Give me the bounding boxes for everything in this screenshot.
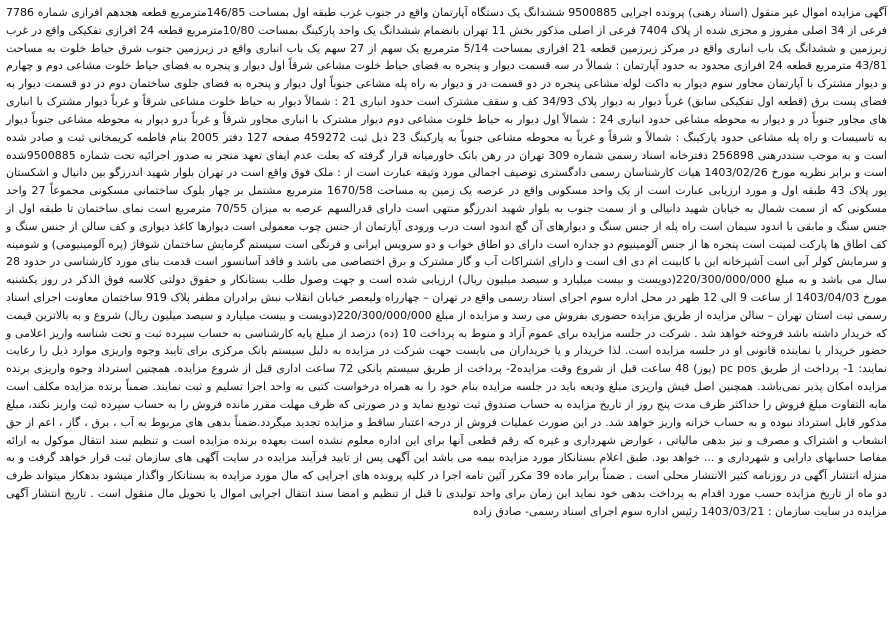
auction-notice-text: آگهی مزایده اموال غیر منقول (اسناد رهنی) پرونده اجرایی 9500885 ششدانگ یک دستگاه آپارتمان واقع در جنوب غرب طبقه اول بمساحت 146/85مترمربع قطعه هجدهم افرازی شماره 7786 فرعی از 34 اصلی مفروز و مجزی شده از پلاک 7404 فرعی از اصلی مذکور بخش 11 تهران بانضمام ششدانگ یک واحد پارکینگ بمساحت 10/80مترمربع قطعه 24 افرازی تفکیکی واقع در غرب زیرزمین و ششدانگ یک باب انباری واقع در مرکز زیرزمین قطعه 21 افرازی بمساحت 5/14 مترمربع یک سهم از 27 سهم یک باب انباری واقع در زیرزمین جنوب شرق حیاط خلوت به مساحت 43/81 مترمربع قطعه 24 افرازی محدود به حدود آپارتمان : شمالاً در سه قسمت دیوار و پنجره به فضای حیاط خلوت مشاعی شرقاً اول دیوار و پنجره به فضای حیاط خلوت مشاعی دوم و چهارم و دیوار مشترک با آپارتمان مجاور سوم دیوار به داکت لوله مشاعی پنجره در دو قسمت در و دیوار به راه پله مشاعی جنوباً اول دیوار و پنجره به فضای جلوی ساختمان دوم در دو قسمت دیوار به فضای پست برق (قطعه اول تفکیکی سابق) غرباً دیوار به دیوار پلاک 34/93 کف و سقف مشترک است حدود انباری 21 : شمالاً دیوار به حیاط خلوت مشاعی شرقاً و غرباً دیوار مشترک با انباری های مجاور جنوباً در و دیوار به محوطه مشاعی حدود انباری 24 : شمالاً اول دیوار به حیاط خلوت مشاعی دوم دیوار مشترک با انباری مجاور شرقاً و غرباً درو دیوار به محوطه مشاعی جنوباً دیوار به تاسیسات و راه پله مشاعی حدود پارکینگ : شمالاً و شرقاً و غرباً به محوطه مشاعی جنوباً به پارکینگ 23 ذیل ثبت 459272 صفحه 127 دفتر 2005 بنام فاطمه کریمخانی ثبت و صادر شده است و به موجب سنددرهنی 256898 دفترخانه اسناد رسمی شماره 309 تهران در رهن بانک خاورمیانه قرار گرفته که بعلت عدم ایفای تعهد منجر به صدور اجرائیه تحت شماره 9500885شده است و برابر نظریه مورخ 1403/02/26 هیات کارشناسان رسمی دادگستری توصیف اجمالی مورد وثیقه عبارت است از : ملک فوق واقع است در تهران بلوار شهید اندرزگو بین دانیال و اشکستان پور پلاک 43 طبقه اول و مورد ارزیابی عبارت است از یک واحد مسکونی واقع در عرصه یک زمین به مساحت 1670/58 مترمربع مشتمل بر چهار بلوک ساختمانی مسکونی مجموعاً 27 واحد مسکونی که از سمت شمال به خیابان شهید دانیالی و از سمت جنوب به بلوار شهید اندرزگو منتهی است دارای قدرالسهم عرصه به میزان 70/55 مترمربع است نمای ساختمان تا طبقه اول از جنس سنگ و مابقی با اندود سیمان است راه پله از جنس سنگ و دیوارهای آن گچ اندود است درب ورودی آپارتمان از جنس چوب معمولی است دیوارها کاغذ دیواری و کف سالن از جنس سنگ و کف اطاق ها پارکت لمینت است پنجره ها از جنس آلومینیوم دو جداره است دارای دو اطاق خواب و دو سرویس ایرانی و فرنگی است سیستم گرمایش ساختمان شوفاژ (پره آلومینیومی) و شومینه و سرمایش کولر آبی است آشپزخانه این با کابینت ام دی اف است و دارای اشتراکات آب و گاز مشترک و برق اختصاصی می باشد و فاقد آسانسور است قدمت بنای مورد کارشناسی در حدود 28 سال می باشد و به مبلغ 220/300/000/000(دویست و بیست میلیارد و سیصد میلیون ریال) ارزیابی شده است و جهت وصول طلب بستانکار و حقوق دولتی کلاسه فوق الذکر در روز یکشنبه مورخ 1403/04/03 از ساعت 9 الی 12 ظهر در محل اداره سوم اجرای اسناد رسمی واقع در تهران – چهارراه ولیعصر خیابان انقلاب نبش برادران مظفر پلاک 919 ساختمان معاونت اجرای اسناد رسمی ثبت استان تهران – سالن مزایده از طریق مزایده حضوری بفروش می رسد و مزایده از مبلغ 220/300/000/000(دویست و بیست میلیارد و سیصد میلیون ریال) شروع و به بالاترین قیمت که خریدار داشته باشد فروخته خواهد شد . شرکت در جلسه مزایده برای عموم آزاد و منوط به پرداخت 10 (ده) درصد از مبلغ پایه کارشناسی به حساب سپرده ثبت و تحت شناسه واریز اعلامی و حضور خریدار یا نماینده قانونی او در جلسه مزایده است. لذا خریدار و یا خریداران می بایست جهت شرکت در مزایده به دلیل سیستم بانک مرکزی برای تایید وجوه واریزی موارد ذیل را رعایت نمایند: 1- پرداخت از طریق pc pos (پوز) 48 ساعت قبل از شروع وقت مزایده2- پرداخت از طریق سیستم بانکی 72 ساعت اداری قبل از شروع مزایده. همچنین استرداد وجوه واریزی برنده مزایده امکان پذیر نمی‌باشد. همچنین اصل فیش واریزی مبلغ ودیعه باید در جلسه مزایده بنام خود را به همراه درخواست کتبی به واحد اجرا تسلیم و ثبت نمایند. ضمناً برنده مزایده مکلف است مابه التفاوت مبلغ فروش را حداکثر ظرف مدت پنج روز از تاریخ مزایده به حساب صندوق ثبت تودیع نماید و در صورتی که ظرف مهلت مقرر مانده فروش را به حساب سپرده ثبت واریز نکند، مبلغ مذکور قابل استرداد نبوده و به حساب خزانه واریز خواهد شد. در این صورت عملیات فروش از درجه اعتبار ساقط و مزایده تجدید میگردد.ضمناً بدهی های مربوط به آب ، برق ، گاز ، اعم از حق انشعاب و اشتراک و مصرف و نیز بدهی مالیاتی ، عوارض شهرداری و غیره که رقم قطعی آنها برای این اداره معلوم نشده است بعهده برنده مزایده است و تنظیم سند انتقال موکول به ارائه مفاصا حسابهای دارایی و شهرداری و ... خواهد بود. طبق اعلام بستانکار مورد مزایده بیمه می باشد این آگهی پس از تایید فرآیند مزایده در سایت آگهی های سازمان ثبت قرار خواهد گرفت و به منزله انتشار آگهی در روزنامه کثیر الانتشار محلی است . ضمناً برابر ماده 39 مکرر آئین نامه اجرا در کلیه پرونده های اجرایی که مال مورد مزایده به بستانکار واگذار میشود بدهکار میتواند ظرف دو ماه از تاریخ مزایده حسب مورد اقدام به پرداخت بدهی خود نماید این زمان برای واحد تولیدی تا قبل از تنظیم و امضا سند انتقال اجرایی اموال یا تحویل مال منقول است . تاریخ انتشار آگهی مزایده در سایت سازمان : 1403/03/21 رئیس اداره سوم اجرای اسناد رسمی- صادق زاده bbox=[2, 6, 888, 518]
